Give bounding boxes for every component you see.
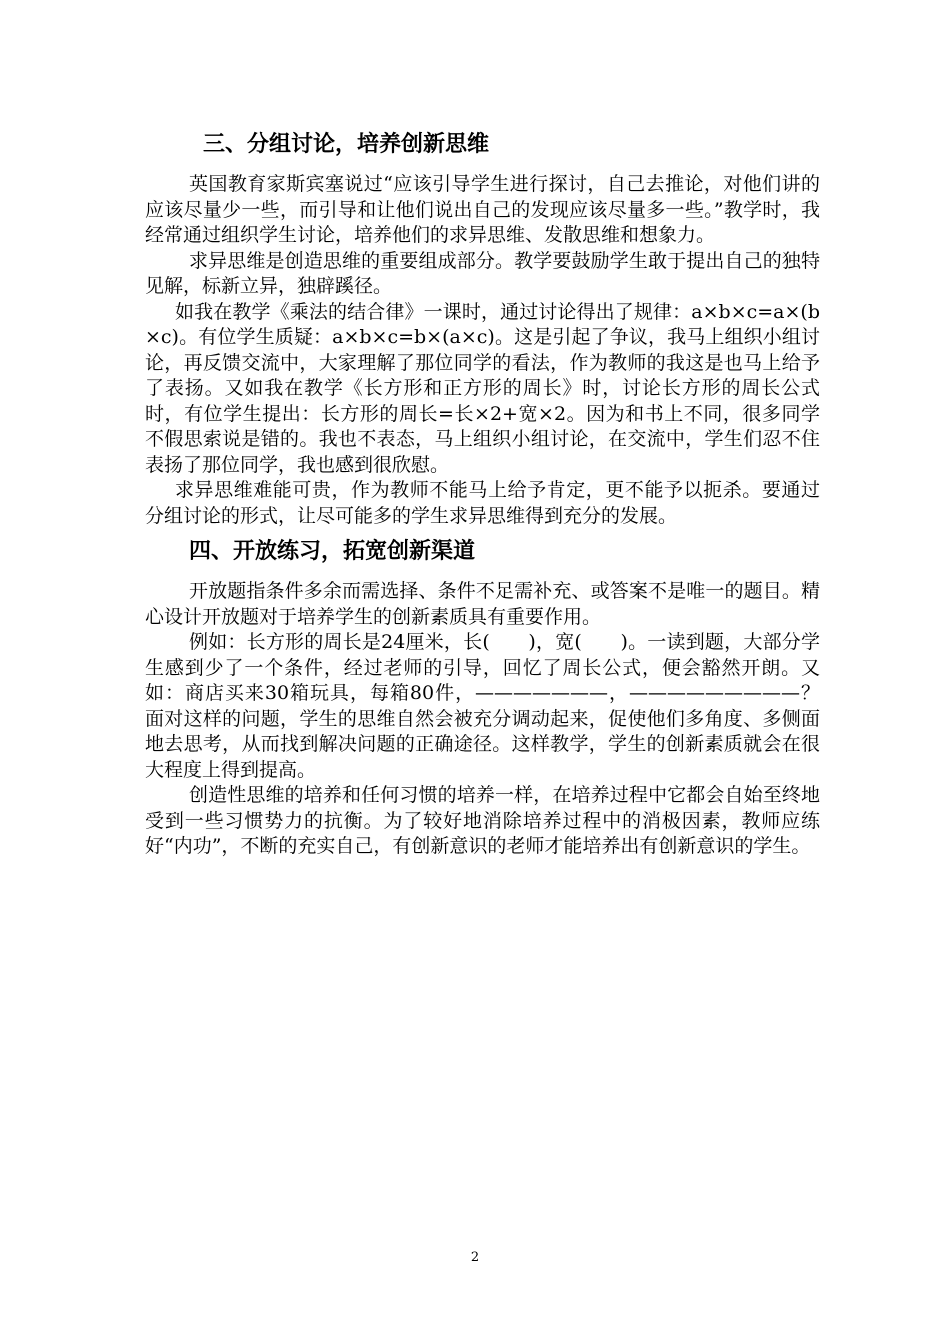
section-heading-3: 三、分组讨论，培养创新思维 (203, 132, 490, 157)
page-number: 2 (470, 1250, 480, 1265)
paragraph: 开放题指条件多余而需选择、条件不足需补充、或答案不是唯一的题目。精心设计开放题对于培养学生的创新素质具有重要作用。 (145, 580, 820, 628)
section-heading-4: 四、开放练习，拓宽创新渠道 (189, 539, 476, 564)
paragraph: 如我在教学《乘法的结合律》一课时，通过讨论得出了规律：a×b×c=a×(b×c)。有位学生质疑：a×b×c=b×(a×c)。这是引起了争议，我马上组织小组讨论，再反馈交流中，大家理解了那位同学的看法，作为教师的我这是也马上给予了表扬。又如我在教学《长方形和正方形的周长》时，讨论长方形的周长公式时，有位学生提出：长方形的周长=长×2+宽×2。因为和书上不同，很多同学不假思索说是错的。我也不表态，马上组织小组讨论，在交流中，学生们忍不住表扬了那位同学，我也感到很欣慰。 (145, 300, 820, 476)
paragraph: 英国教育家斯宾塞说过“应该引导学生进行探讨，自己去推论，对他们讲的应该尽量少一些，而引导和让他们说出自己的发现应该尽量多一些。”教学时，我经常通过组织学生讨论，培养他们的求异思维、发散思维和想象力。 (145, 173, 820, 246)
document-body (145, 130, 820, 860)
paragraph: 求异思维是创造思维的重要组成部分。教学要鼓励学生敢于提出自己的独特见解，标新立异，独辟蹊径。 (145, 249, 820, 297)
paragraph: 创造性思维的培养和任何习惯的培养一样，在培养过程中它都会自始至终地受到一些习惯势力的抗衡。为了较好地消除培养过程中的消极因素，教师应练好“内功”，不断的充实自己，有创新意识的老师才能培养出有创新意识的学生。 (145, 784, 820, 857)
paragraph: 求异思维难能可贵，作为教师不能马上给予肯定，更不能予以扼杀。要通过分组讨论的形式，让尽可能多的学生求异思维得到充分的发展。 (145, 479, 820, 527)
paragraph: 例如：长方形的周长是24厘米，长( )，宽( )。一读到题，大部分学生感到少了一个条件，经过老师的引导，回忆了周长公式，便会豁然开朗。又如：商店买来30箱玩具，每箱80件，———————，—————————？面对这样的问题，学生的思维自然会被充分调动起来，促使他们多角度、多侧面地去思考，从而找到解决问题的正确途径。这样教学，学生的创新素质就会在很大程度上得到提高。 (145, 631, 820, 781)
